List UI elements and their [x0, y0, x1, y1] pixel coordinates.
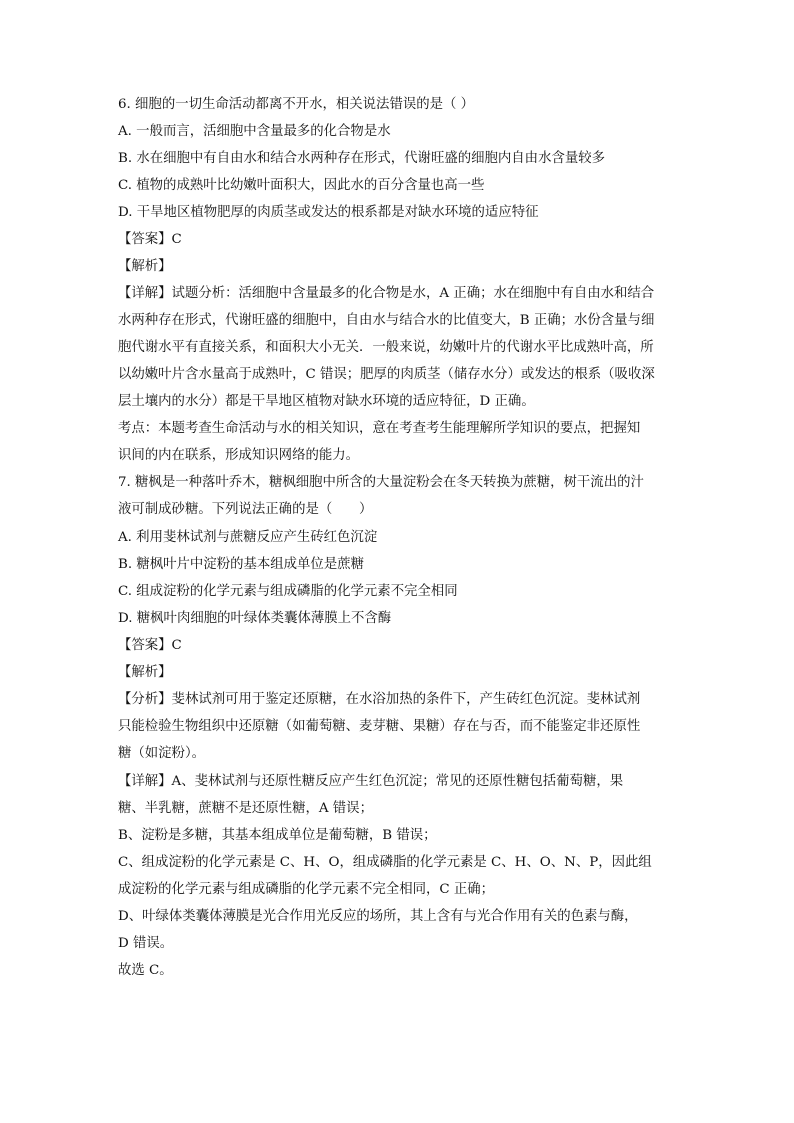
q7-detail-line: B、淀粉是多糖，其基本组成单位是葡萄糖，B 错误； [118, 828, 437, 843]
q7-option-b: B. 糖枫叶片中淀粉的基本组成单位是蔗糖 [118, 557, 364, 572]
q6-kaodian-line: 考点：本题考查生命活动与水的相关知识，意在考查考生能理解所学知识的要点，把握知 [118, 421, 641, 436]
q7-analysis-title: 【解析】 [118, 665, 172, 680]
q6-option-d: D. 干旱地区植物肥厚的肉质茎或发达的根系都是对缺水环境的适应特征 [118, 205, 539, 220]
q7-answer: 【答案】C [118, 638, 182, 653]
q7-stem-line: 液可制成砂糖。下列说法正确的是（ ） [118, 502, 373, 517]
q6-detail-line: 层土壤内的水分）都是干旱地区植物对缺水环境的适应特征，D 正确。 [118, 394, 535, 409]
q7-option-c: C. 组成淀粉的化学元素与组成磷脂的化学元素不完全相同 [118, 584, 458, 599]
q6-answer: 【答案】C [118, 232, 182, 247]
q6-kaodian-line: 识间的内在联系，形成知识网络的能力。 [118, 448, 360, 463]
q6-option-a: A. 一般而言，活细胞中含量最多的化合物是水 [118, 124, 391, 139]
q6-option-b: B. 水在细胞中有自由水和结合水两种存在形式，代谢旺盛的细胞内自由水含量较多 [118, 151, 606, 166]
q6-detail-line: 【详解】试题分析：活细胞中含量最多的化合物是水，A 正确；水在细胞中有自由水和结合 [118, 286, 655, 301]
q7-detail-line: C、组成淀粉的化学元素是 C、H、O，组成磷脂的化学元素是 C、H、O、N、P，因此组 [118, 855, 652, 870]
q7-stem-line: 7. 糖枫是一种落叶乔木，糖枫细胞中所含的大量淀粉会在冬天转换为蔗糖，树干流出的汁 [118, 475, 644, 490]
q7-fenxi-line: 只能检验生物组织中还原糖（如葡萄糖、麦芽糖、果糖）存在与否，而不能鉴定非还原性 [118, 719, 641, 734]
q7-detail-line: 【详解】A、斐林试剂与还原性糖反应产生红色沉淀；常见的还原性糖包括葡萄糖，果 [118, 774, 624, 789]
q7-conclusion: 故选 C。 [118, 963, 173, 978]
q6-detail-line: 水两种存在形式，代谢旺盛的细胞中，自由水与结合水的比值变大，B 正确；水份含量与细 [118, 313, 655, 328]
q7-option-d: D. 糖枫叶肉细胞的叶绿体类囊体薄膜上不含酶 [118, 611, 392, 626]
q7-detail-line: 成淀粉的化学元素与组成磷脂的化学元素不完全相同，C 正确； [118, 882, 495, 897]
q7-fenxi-line: 糖（如淀粉）。 [118, 746, 206, 761]
q7-fenxi-line: 【分析】斐林试剂可用于鉴定还原糖，在水浴加热的条件下，产生砖红色沉淀。斐林试剂 [118, 692, 641, 707]
q7-detail-line: D 错误。 [118, 936, 174, 951]
q6-detail-line: 胞代谢水平有直接关系，和面积大小无关．一般来说，幼嫩叶片的代谢水平比成熟叶高，所 [118, 340, 654, 355]
q6-stem: 6. 细胞的一切生命活动都离不开水，相关说法错误的是（ ） [118, 97, 475, 112]
q6-analysis-title: 【解析】 [118, 259, 172, 274]
q7-detail-line: D、叶绿体类囊体薄膜是光合作用光反应的场所，其上含有与光合作用有关的色素与酶， [118, 909, 638, 924]
q7-detail-line: 糖、半乳糖，蔗糖不是还原性糖，A 错误； [118, 801, 373, 816]
q6-detail-line: 以幼嫩叶片含水量高于成熟叶，C 错误；肥厚的肉质茎（储存水分）或发达的根系（吸收深 [118, 367, 655, 382]
q7-option-a: A. 利用斐林试剂与蔗糖反应产生砖红色沉淀 [118, 530, 378, 545]
q6-option-c: C. 植物的成熟叶比幼嫩叶面积大，因此水的百分含量也高一些 [118, 178, 485, 193]
